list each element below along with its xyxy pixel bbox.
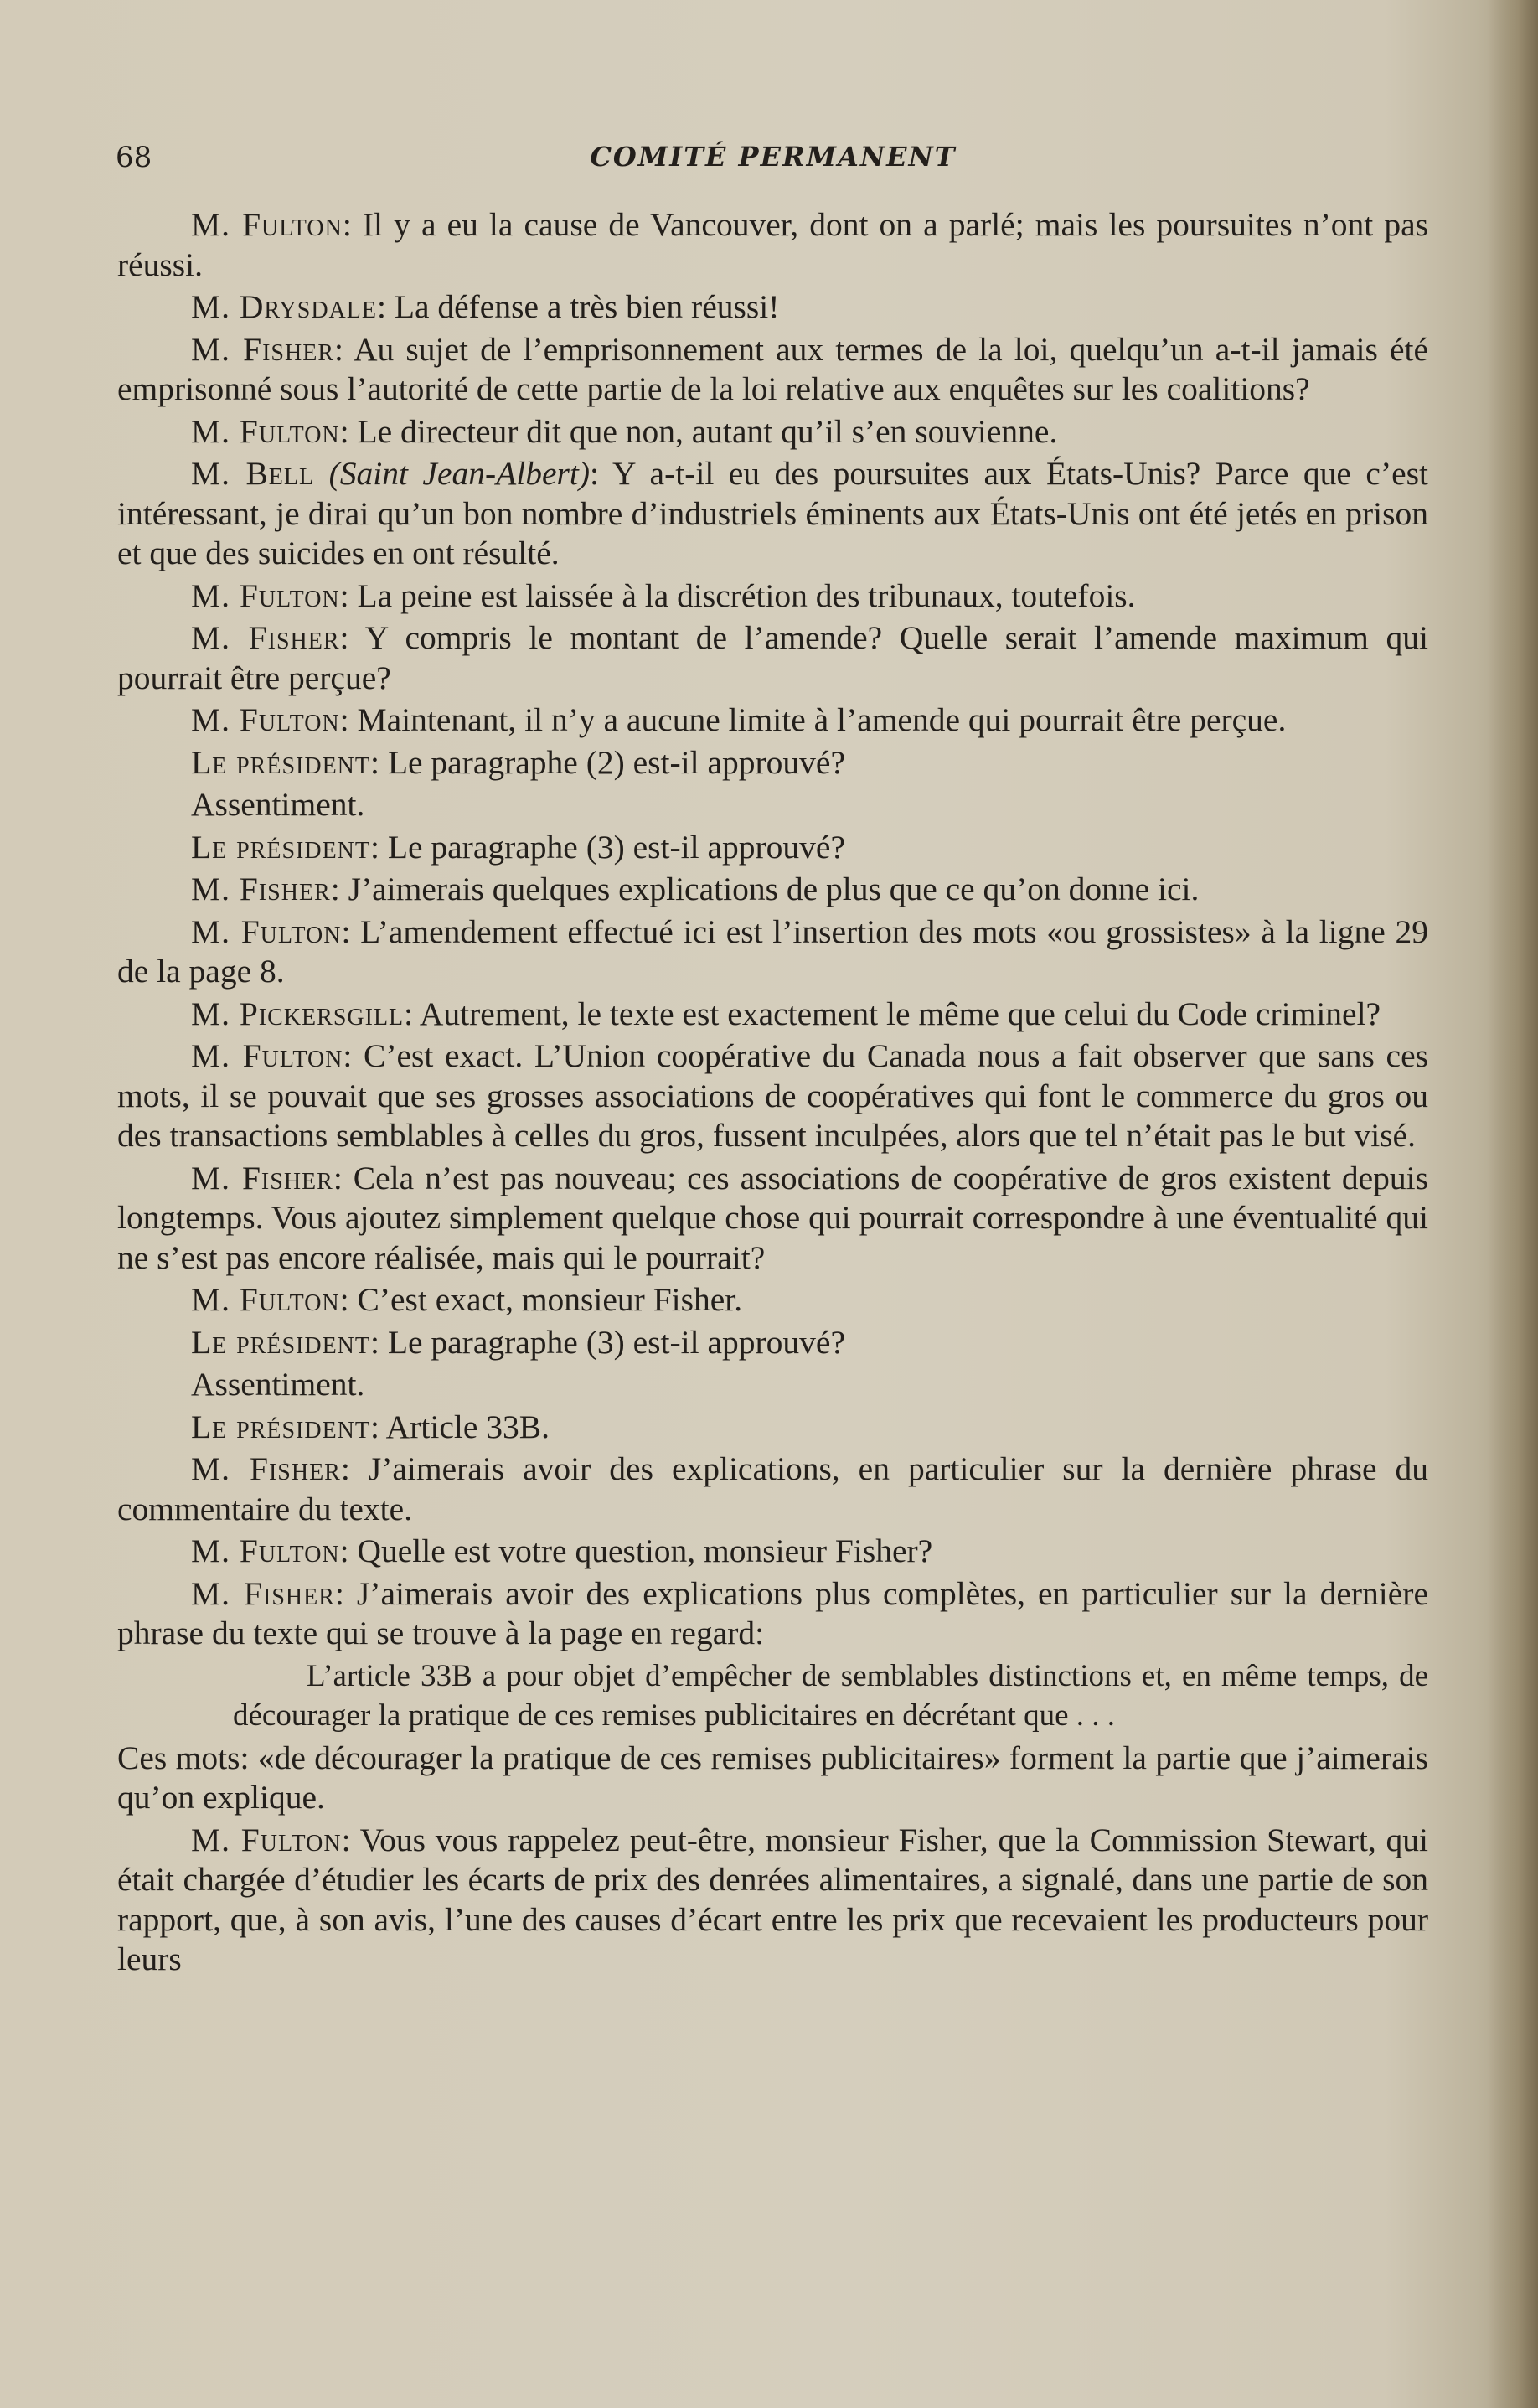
quoted-text: L’article 33B a pour objet d’empêcher de semblables distinctions et, en même temps, de décourager la pratique de ces remises publicitaires en décrétant que . . . — [233, 1658, 1428, 1733]
speech-text: : J’aimerais avoir des explications, en particulier sur la dernière phrase du commentaire du texte. — [117, 1450, 1428, 1527]
speech-text: : J’aimerais quelques explications de plus que ce qu’on donne ici. — [330, 871, 1200, 907]
speaker-name: M. Fisher — [191, 1159, 333, 1196]
speech-text: : Au sujet de l’emprisonnement aux termes de la loi, quelqu’un a-t-il jamais été emprisonné sous l’autorité de cette partie de la loi relative aux enquêtes sur les coalitions? — [117, 330, 1428, 407]
speech-text: : Le paragraphe (2) est-il approuvé? — [370, 743, 845, 781]
speech-text: : Le paragraphe (3) est-il approuvé? — [370, 1323, 845, 1361]
transcript-paragraph — [117, 330, 1428, 410]
transcript-paragraph — [117, 912, 1428, 992]
speech-text: Assentiment. — [191, 786, 365, 823]
speaker-name: M. Bell — [191, 455, 315, 492]
speaker-name: M. Fisher — [191, 330, 335, 368]
speaker-name: M. Drysdale — [191, 288, 377, 325]
speech-text: : L’amendement effectué ici est l’insertion des mots «ou grossistes» à la ligne 29 de la page 8. — [117, 912, 1428, 990]
assent-line — [117, 785, 1428, 825]
speaker-name: M. Fulton — [191, 1532, 340, 1569]
transcript-paragraph — [117, 205, 1428, 285]
transcript-paragraph — [117, 618, 1428, 698]
speaker-name: M. Fulton — [191, 701, 340, 738]
transcript-paragraph — [117, 1532, 1428, 1572]
transcript-paragraph — [117, 576, 1428, 617]
speech-text: : Article 33B. — [370, 1408, 550, 1445]
speaker-name: M. Fulton — [191, 1821, 342, 1858]
transcript-paragraph — [117, 828, 1428, 868]
page-number: 68 — [116, 141, 152, 174]
speech-text: Assentiment. — [191, 1366, 365, 1403]
speech-text: : La peine est laissée à la discrétion des tribunaux, toutefois. — [339, 576, 1136, 614]
speech-text: : Le paragraphe (3) est-il approuvé? — [370, 828, 845, 866]
binding-shadow — [1488, 0, 1538, 2408]
running-title: COMITÉ PERMANENT — [590, 141, 957, 173]
speaker-name: M. Fulton — [191, 576, 340, 614]
speaker-name: M. Fisher — [191, 1574, 335, 1612]
speaker-name: Le président — [191, 743, 371, 781]
speech-text: : Maintenant, il n’y a aucune limite à l’amende qui pourrait être perçue. — [339, 701, 1287, 738]
speaker-name: M. Fisher — [191, 1450, 341, 1487]
speaker-name: M. Pickersgill — [191, 995, 405, 1032]
speech-text: : Vous vous rappelez peut-être, monsieur Fisher, que la Commission Stewart, qui était chargée d’étudier les écarts de prix des denrées alimentaires, a signalé, dans une partie de son rapport, que, à son avis, l’une des causes d’écart entre les prix que recevaient les producteurs pour leurs — [117, 1821, 1428, 1977]
transcript-paragraph — [117, 412, 1428, 452]
transcript-paragraph — [117, 1574, 1428, 1654]
speech-text: : La défense a très bien réussi! — [376, 288, 780, 325]
transcript-paragraph — [117, 1323, 1428, 1363]
transcript-paragraph — [117, 1159, 1428, 1279]
transcript-paragraph — [117, 1449, 1428, 1529]
speaker-riding: (Saint Jean-Albert) — [328, 455, 591, 492]
transcript-paragraph — [117, 1821, 1428, 1980]
speech-text: : J’aimerais avoir des explications plus complètes, en particulier sur la dernière phrase du texte qui se trouve à la page en regard: — [117, 1574, 1428, 1651]
speaker-name: M. Fulton — [191, 412, 340, 450]
page-header — [116, 141, 1431, 174]
speaker-name: Le président — [191, 1323, 371, 1361]
transcript-paragraph — [117, 454, 1428, 574]
speaker-name: Le président — [191, 828, 371, 866]
speech-text: : C’est exact. L’Union coopérative du Canada nous a fait observer que sans ces mots, il se pouvait que ses grosses associations de coopératives qui font le commerce du gros ou des transactions semblables à celles du gros, fussent inculpées, alors que tel n’était pas le but visé. — [117, 1037, 1428, 1154]
continuation-paragraph: Ces mots: «de décourager la pratique de ces remises publicitaires» forment la partie que j’aimerais qu’on explique. — [117, 1739, 1428, 1816]
speaker-name: Le président — [191, 1408, 371, 1445]
speaker-name: M. Fisher — [191, 871, 331, 907]
transcript-paragraph — [117, 700, 1428, 741]
transcript-paragraph — [117, 995, 1428, 1035]
speaker-name: M. Fulton — [191, 1037, 343, 1074]
speaker-name: M. Fulton — [191, 912, 342, 950]
speech-text: : Y compris le montant de l’amende? Quelle serait l’amende maximum qui pourrait être perçue? — [117, 619, 1428, 696]
transcript-body — [117, 205, 1428, 1982]
speaker-name: M. Fisher — [191, 619, 340, 656]
speech-text: : Autrement, le texte est exactement le même que celui du Code criminel? — [404, 995, 1381, 1032]
speaker-name: M. Fulton — [191, 206, 343, 243]
speech-text: : Le directeur dit que non, autant qu’il s’en souvienne. — [339, 412, 1058, 450]
transcript-paragraph — [117, 1280, 1428, 1320]
transcript-paragraph — [117, 743, 1428, 783]
transcript-paragraph — [117, 870, 1428, 910]
transcript-paragraph — [117, 1408, 1428, 1448]
speech-text: : C’est exact, monsieur Fisher. — [339, 1281, 743, 1318]
transcript-paragraph — [117, 1036, 1428, 1156]
speech-text: : Il y a eu la cause de Vancouver, dont on a parlé; mais les poursuites n’ont pas réussi. — [117, 206, 1428, 283]
assent-line — [117, 1365, 1428, 1405]
transcript-paragraph — [117, 287, 1428, 328]
speech-text: : Quelle est votre question, monsieur Fisher? — [339, 1532, 933, 1569]
speech-text: : Cela n’est pas nouveau; ces associations de coopérative de gros existent depuis longtemps. Vous ajoutez simplement quelque chose qui pourrait correspondre à une éventualité qui ne s’est pas encore réalisée, mais qui le pourrait? — [117, 1159, 1428, 1276]
speaker-name: M. Fulton — [191, 1281, 340, 1318]
speech-text: : Y a-t-il eu des poursuites aux États-Unis? Parce que c’est intéressant, je dirai qu’un bon nombre d’industriels éminents aux États-Unis ont été jetés en prison et que des suicides en ont résulté. — [117, 455, 1428, 571]
